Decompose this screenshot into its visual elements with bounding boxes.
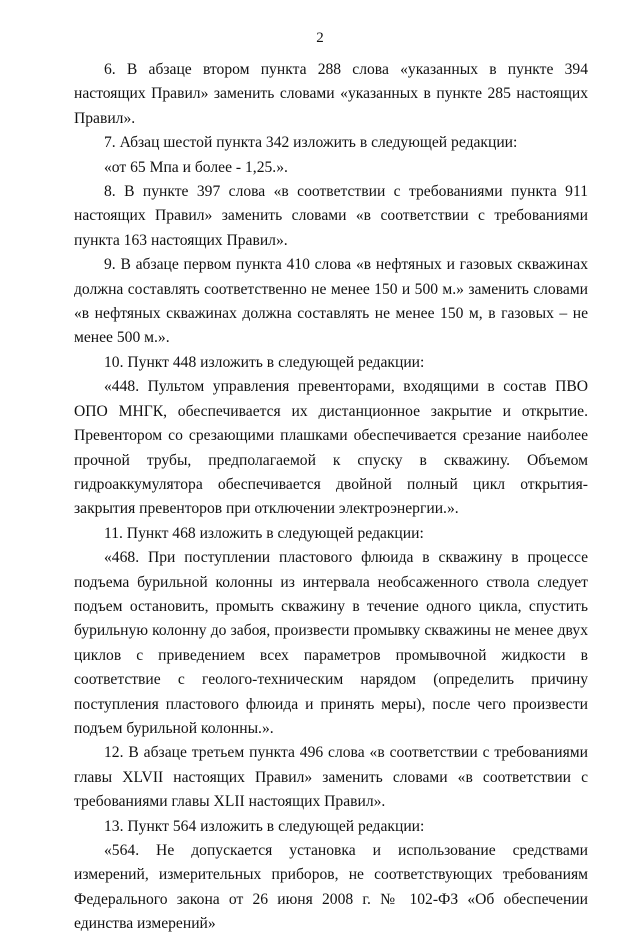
paragraph-item-10-quote: «448. Пультом управления превенторами, входящими в состав ПВО ОПО МНГК, обеспечивается их дистанционное закрытие и открытие. Превентором со срезающими плашками обеспечивается срезание наиболее прочной трубы, предполагаемой к спуску в скважину. Объемом гидроаккумулятора обеспечивается двойной полный цикл открытия-закрытия превенторов при отключении электроэнергии.». — [74, 378, 588, 518]
paragraph-item-8: 8. В пункте 397 слова «в соответствии с требованиями пункта 911 настоящих Правил» заменить словами «в соответствии с требованиями пункта 163 настоящих Правил». — [74, 183, 588, 249]
paragraph-item-7-quote: «от 65 Мпа и более - 1,25.». — [104, 158, 288, 176]
paragraph-item-9: 9. В абзаце первом пункта 410 слова «в нефтяных и газовых скважинах должна составлять соответственно не менее 150 и 500 м.» заменить словами «в нефтяных скважинах должна составлять не менее 150 м, в газовых – не менее 500 м.». — [74, 256, 588, 347]
paragraph-item-13: 13. Пункт 564 изложить в следующей редакции: — [104, 817, 425, 835]
document-body — [74, 58, 588, 937]
paragraph-item-11: 11. Пункт 468 изложить в следующей редакции: — [104, 524, 424, 542]
paragraph-item-10: 10. Пункт 448 изложить в следующей редакции: — [104, 353, 425, 371]
paragraph-item-12: 12. В абзаце третьем пункта 496 слова «в соответствии с требованиями главы XLVII настоящих Правил» заменить словами «в соответствии с требованиями главы XLII настоящих Правил». — [74, 744, 588, 811]
paragraph-item-7: 7. Абзац шестой пункта 342 изложить в следующей редакции: — [104, 134, 518, 152]
page-number: 2 — [316, 30, 324, 46]
paragraph-item-11-quote: «468. При поступлении пластового флюида в скважину в процессе подъема бурильной колонны из интервала необсаженного ствола следует подъем остановить, промыть скважину в течение одного цикла, спустить бурильную колонну до забоя, произвести промывку скважины не менее двух циклов с приведением всех параметров промывочной жидкости в соответствие с геолого-техническим нарядом (определить причину поступления пластового флюида и принять меры), после чего произвести подъем бурильной колонны.». — [74, 549, 588, 737]
paragraph-item-13-quote: «564. Не допускается установка и использование средствами измерений, измерительных приборов, не соответствующих требованиям Федерального закона от 26 июня 2008 г. № 102-ФЗ «Об обеспечении единства измерений» — [74, 842, 588, 933]
paragraph-item-6: 6. В абзаце втором пункта 288 слова «указанных в пункте 394 настоящих Правил» заменить словами «указанных в пункте 285 настоящих Правил». — [74, 61, 588, 127]
